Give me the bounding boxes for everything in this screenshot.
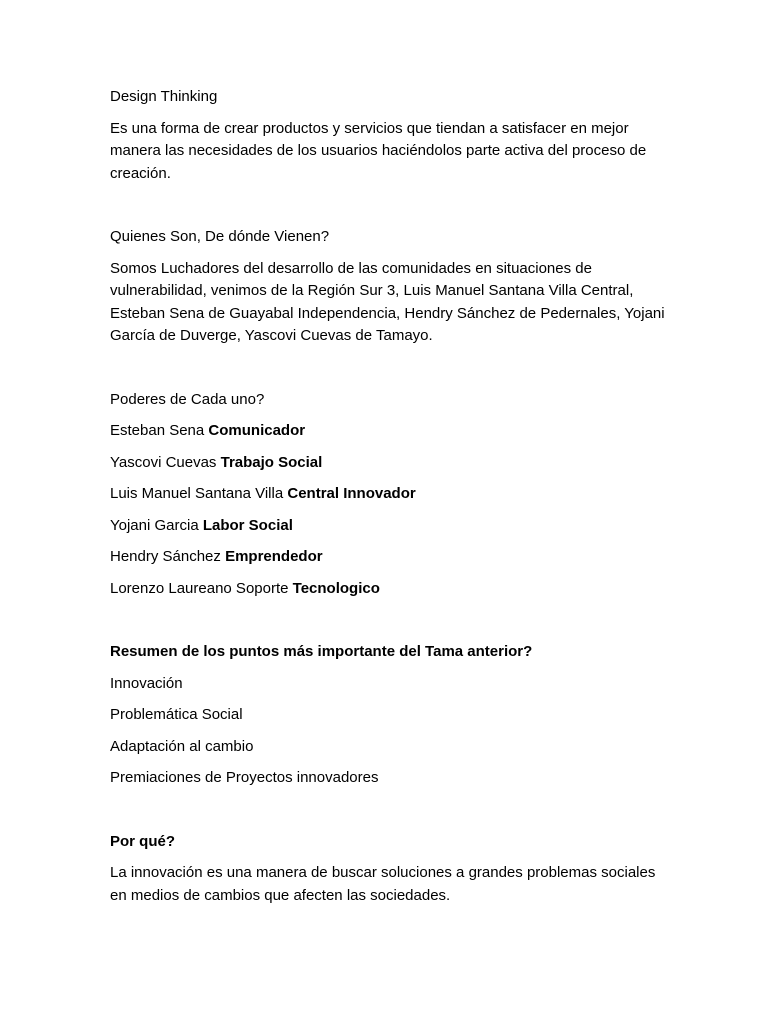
member-name: Luis Manuel Santana Villa — [110, 485, 284, 502]
member-role: Tecnologico — [292, 579, 380, 597]
member-name: Esteban Sena — [110, 422, 205, 439]
paragraph-design-thinking: Es una forma de crear productos y servicios que tiendan a satisfacer en mejor manera las necesidades de los usuarios haciéndolos parte activa del proceso de creación. — [110, 119, 647, 182]
member-name: Yascovi Cuevas — [110, 453, 217, 471]
member-line — [110, 420, 670, 443]
member-role: Emprendedor — [225, 548, 323, 565]
member-role: Labor Social — [202, 516, 293, 534]
member-line — [110, 515, 670, 538]
member-line — [110, 578, 670, 601]
member-name: Yojani Garcia — [110, 516, 199, 534]
member-line — [110, 452, 670, 475]
summary-item: Premiaciones de Proyectos innovadores — [110, 769, 379, 786]
member-line — [110, 483, 670, 506]
member-line — [110, 546, 670, 569]
member-role: Central Innovador — [287, 485, 416, 502]
member-name: Lorenzo Laureano Soporte — [110, 579, 289, 597]
paragraph-por-que: La innovación es una manera de buscar soluciones a grandes problemas sociales en medios de cambios que afecten las sociedades. — [110, 864, 656, 904]
section-heading-quienes-son: Quienes Son, De dónde Vienen? — [110, 228, 330, 245]
section-heading-design-thinking: Design Thinking — [110, 88, 218, 105]
member-name: Hendry Sánchez — [110, 548, 221, 565]
section-heading-por-que: Por qué? — [110, 832, 176, 850]
section-heading-resumen: Resumen de los puntos más importante del Tama anterior? — [110, 643, 533, 660]
summary-item: Adaptación al cambio — [110, 737, 254, 755]
summary-item: Problemática Social — [110, 706, 243, 723]
document-page — [110, 86, 670, 907]
member-role: Trabajo Social — [220, 453, 323, 471]
paragraph-quienes-son: Somos Luchadores del desarrollo de las comunidades en situaciones de vulnerabilidad, venimos de la Región Sur 3, Luis Manuel Santana Villa Central, Esteban Sena de Guayabal Independencia, Hendry Sánchez de Pedernales, Yojani García de Duverge, Yascovi Cuevas de Tamayo. — [110, 259, 665, 344]
section-heading-poderes: Poderes de Cada uno? — [110, 390, 265, 408]
summary-item: Innovación — [110, 674, 183, 692]
member-role: Comunicador — [208, 422, 306, 439]
